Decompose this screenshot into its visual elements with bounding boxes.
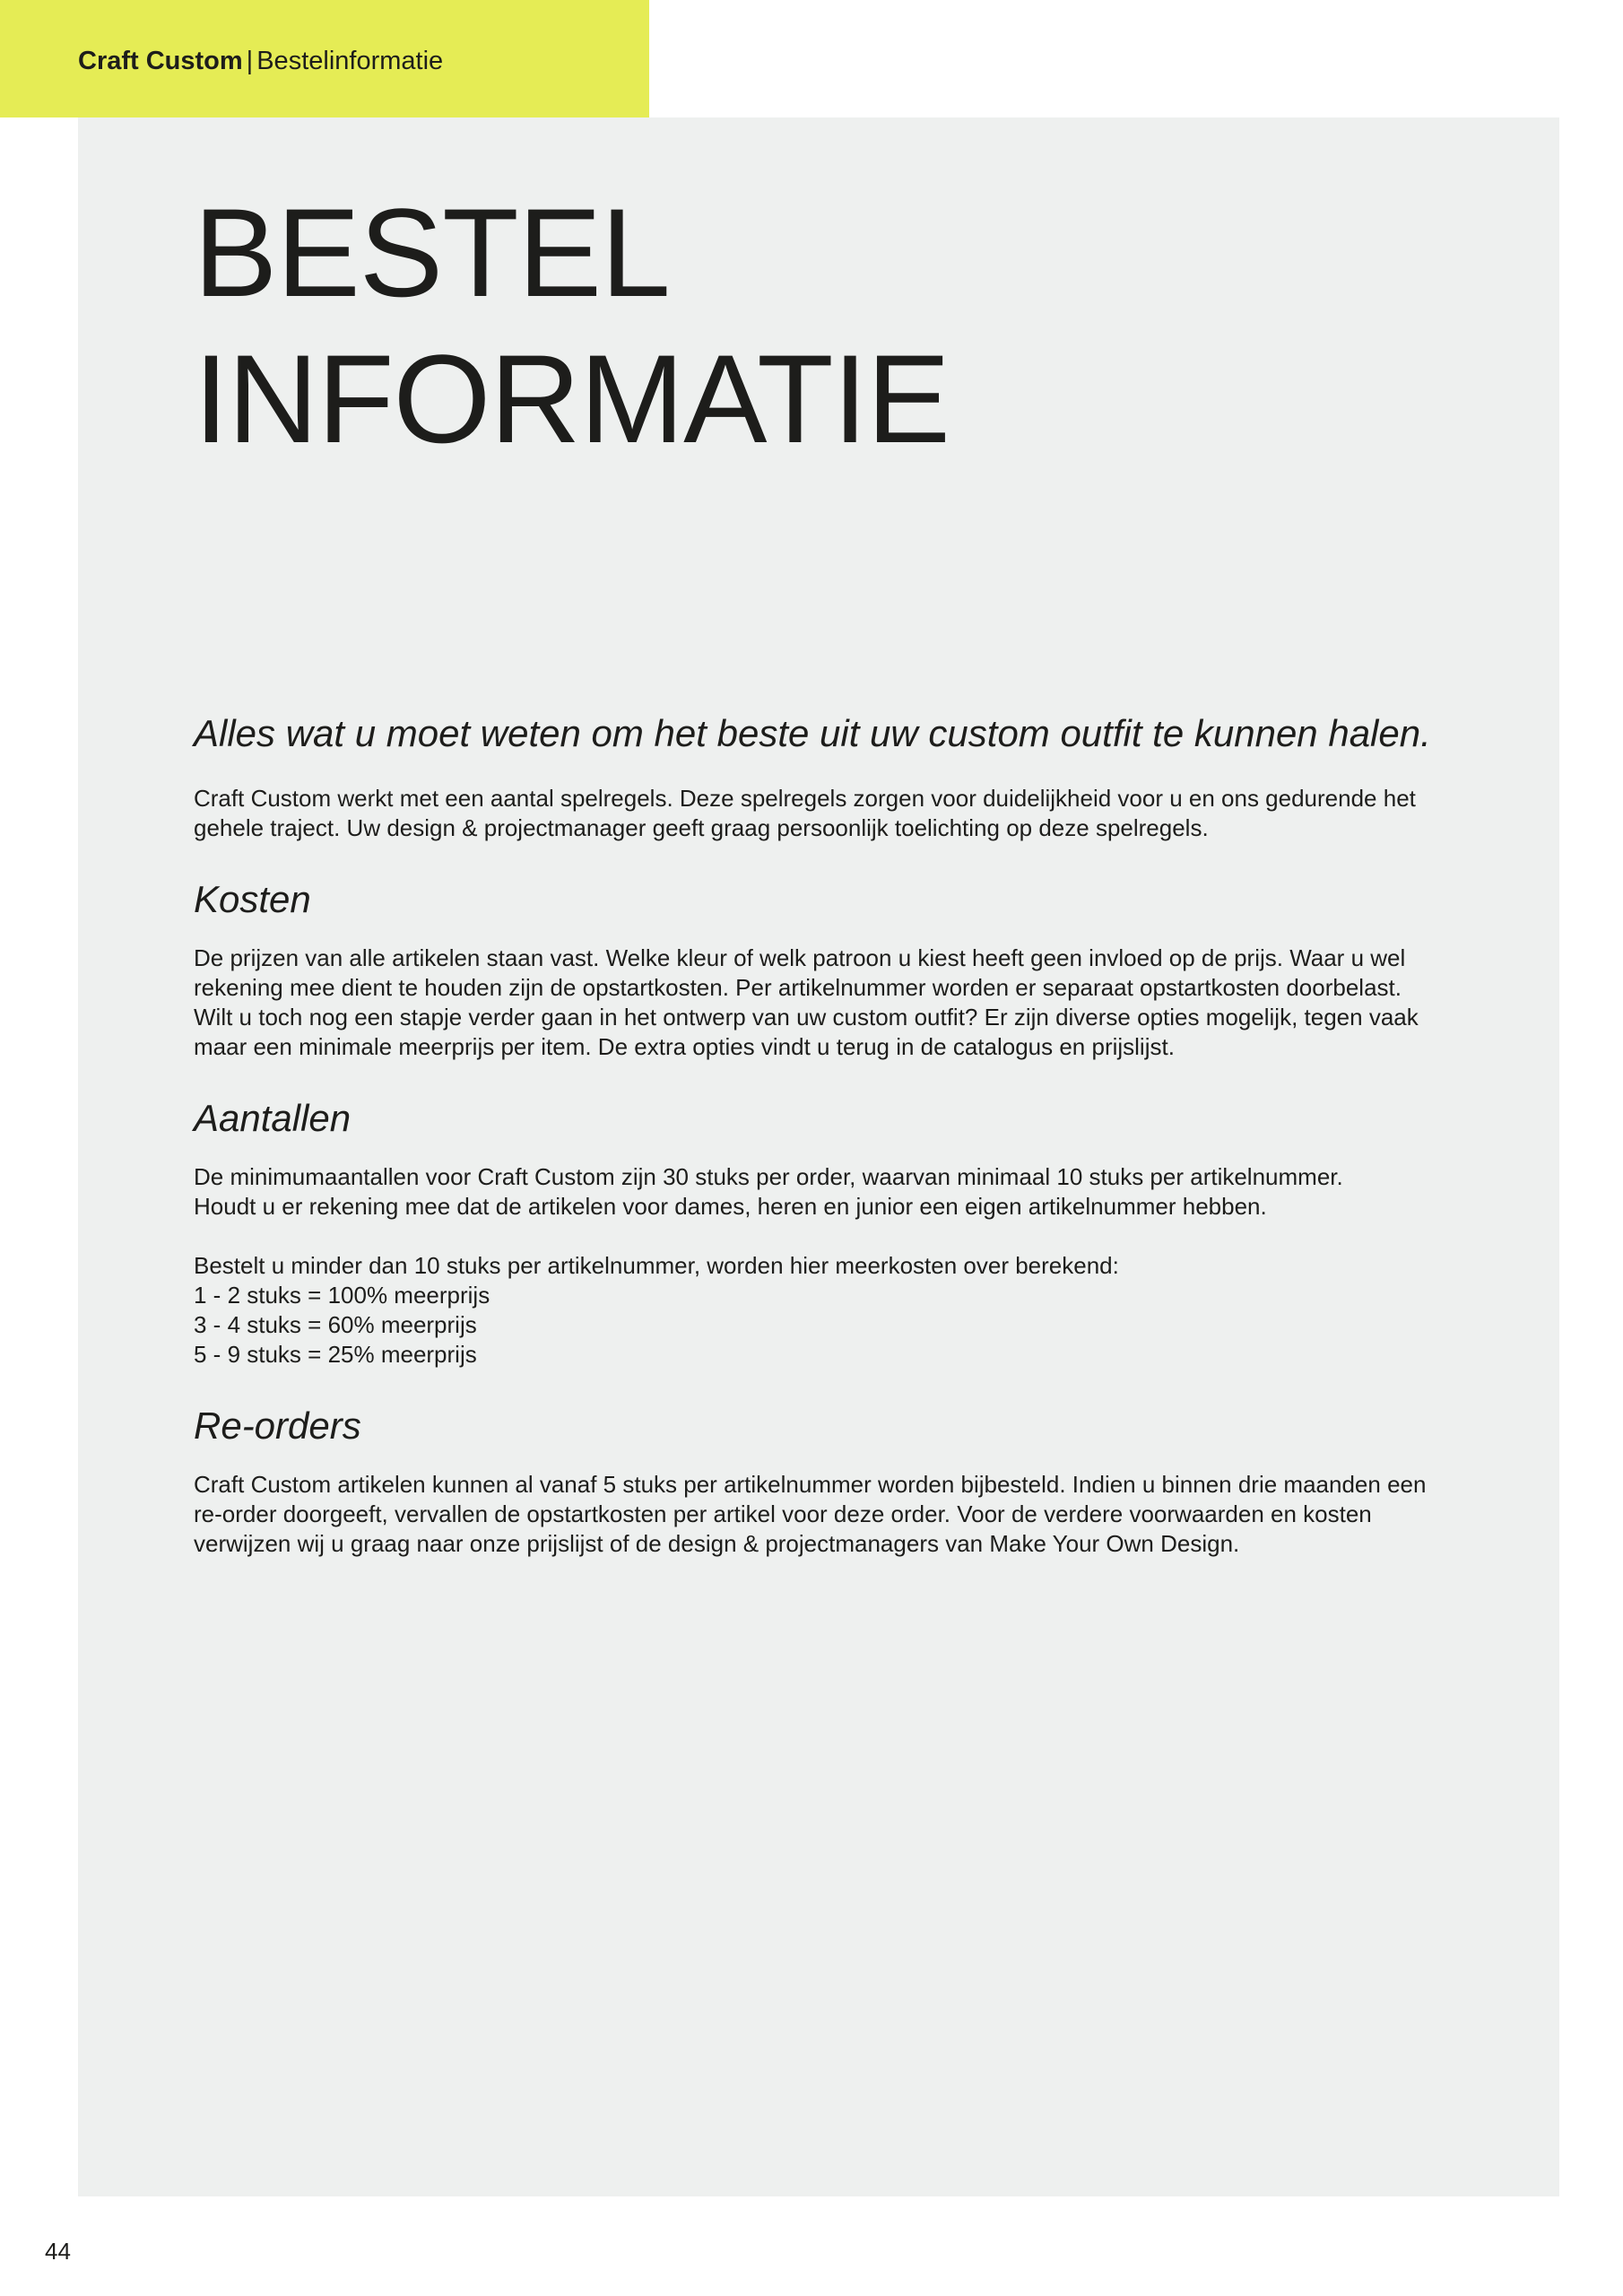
main-content [194, 709, 1449, 1559]
header-breadcrumb [78, 45, 443, 77]
surcharge-intro: Bestelt u minder dan 10 stuks per artikelnummer, worden hier meerkosten over berekend: [194, 1252, 1119, 1279]
reorders-paragraph [194, 1470, 1449, 1559]
intro-line: Craft Custom werkt met een aantal spelregels. Deze spelregels zorgen voor duidelijkheid voor u en ons gedurende het [194, 785, 1416, 812]
lead-heading: Alles wat u moet weten om het beste uit uw custom outfit te kunnen halen. [194, 712, 1431, 754]
reorders-line: verwijzen wij u graag naar onze prijslijst of de design & projectmanagers van Make Your Own Design. [194, 1530, 1240, 1557]
surcharge-row: 5 - 9 stuks = 25% meerprijs [194, 1341, 477, 1368]
page-title-line-2: INFORMATIE [194, 328, 950, 469]
reorders-line: Craft Custom artikelen kunnen al vanaf 5 stuks per artikelnummer worden bijbesteld. Indien u binnen drie maanden een [194, 1471, 1427, 1498]
aantallen-line: Houdt u er rekening mee dat de artikelen voor dames, heren en junior een eigen artikelnummer hebben. [194, 1193, 1267, 1220]
section-heading-kosten: Kosten [194, 878, 311, 920]
aantallen-paragraph [194, 1162, 1449, 1222]
header-section: Bestelinformatie [256, 47, 444, 75]
intro-paragraph [194, 784, 1449, 843]
kosten-line: De prijzen van alle artikelen staan vast. Welke kleur of welk patroon u kiest heeft geen invloed op de prijs. Waar u wel [194, 944, 1406, 971]
kosten-line: maar een minimale meerprijs per item. De extra opties vindt u terug in de catalogus en prijslijst. [194, 1033, 1175, 1060]
header-brand: Craft Custom [78, 47, 243, 75]
header-separator: | [246, 47, 254, 75]
paragraph-spacer [194, 1222, 1449, 1251]
reorders-line: re-order doorgeeft, vervallen de opstartkosten per artikel voor deze order. Voor de verdere voorwaarden en kosten [194, 1500, 1372, 1527]
aantallen-line: De minimumaantallen voor Craft Custom zijn 30 stuks per order, waarvan minimaal 10 stuks per artikelnummer. [194, 1163, 1343, 1190]
kosten-line: rekening mee dient te houden zijn de opstartkosten. Per artikelnummer worden er separaat opstartkosten doorbelast. [194, 974, 1402, 1001]
surcharge-row: 3 - 4 stuks = 60% meerprijs [194, 1311, 477, 1338]
section-heading-reorders: Re-orders [194, 1405, 361, 1447]
page-title [194, 179, 950, 472]
kosten-line: Wilt u toch nog een stapje verder gaan in het ontwerp van uw custom outfit? Er zijn diverse opties mogelijk, tegen vaak [194, 1004, 1419, 1031]
surcharge-paragraph [194, 1251, 1449, 1370]
intro-line: gehele traject. Uw design & projectmanager geeft graag persoonlijk toelichting op deze spelregels. [194, 814, 1209, 841]
section-heading-aantallen: Aantallen [194, 1097, 352, 1139]
page-title-line-1: BESTEL [194, 182, 670, 323]
page-number: 44 [45, 2238, 71, 2265]
surcharge-row: 1 - 2 stuks = 100% meerprijs [194, 1282, 490, 1309]
kosten-paragraph [194, 944, 1449, 1062]
